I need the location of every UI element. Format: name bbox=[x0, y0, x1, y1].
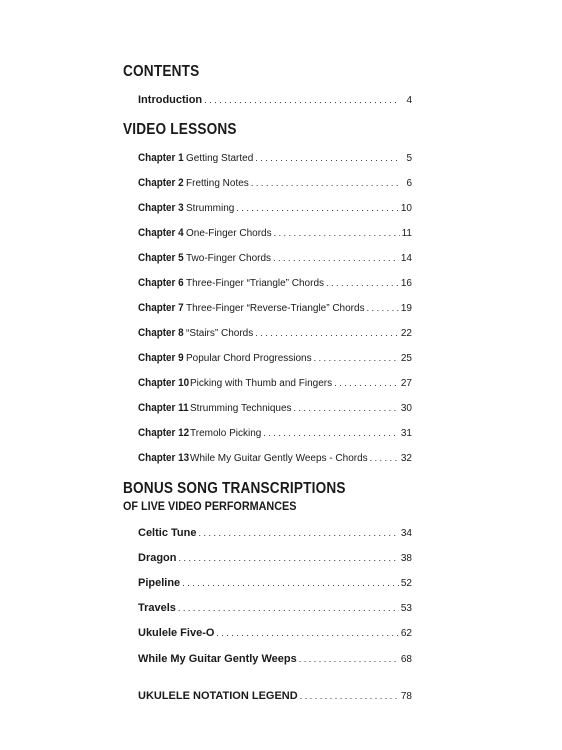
dot-leader bbox=[334, 376, 399, 390]
entry-title: Strumming bbox=[186, 203, 235, 214]
dot-leader bbox=[216, 626, 398, 640]
toc-entry-introduction[interactable] bbox=[138, 93, 412, 107]
contents-heading: CONTENTS bbox=[123, 63, 200, 80]
entry-title: “Stairs” Chords bbox=[186, 328, 254, 339]
page-number: 25 bbox=[400, 353, 412, 364]
entry-title: Getting Started bbox=[186, 153, 254, 164]
entry-title: Fretting Notes bbox=[186, 178, 249, 189]
dot-leader bbox=[367, 301, 399, 315]
page-number: 22 bbox=[400, 328, 412, 339]
toc-entry-chapter-4[interactable] bbox=[138, 226, 412, 240]
entry-title: Tremolo Picking bbox=[190, 428, 262, 439]
toc-entry-chapter-10[interactable] bbox=[138, 376, 412, 390]
entry-title: Popular Chord Progressions bbox=[186, 353, 312, 364]
chapter-label: Chapter 1 bbox=[138, 152, 184, 164]
page-number: 4 bbox=[406, 95, 412, 106]
dot-leader bbox=[182, 576, 399, 590]
toc-entry-chapter-3[interactable] bbox=[138, 201, 412, 215]
entry-title: Celtic Tune bbox=[138, 527, 197, 539]
toc-entry-song[interactable] bbox=[138, 576, 412, 590]
dot-leader bbox=[255, 151, 400, 165]
entry-title: One-Finger Chords bbox=[186, 228, 272, 239]
page-number: 5 bbox=[406, 153, 412, 164]
toc-entry-chapter-12[interactable] bbox=[138, 426, 412, 440]
page-number: 32 bbox=[400, 453, 412, 464]
bonus-heading: BONUS SONG TRANSCRIPTIONS bbox=[123, 480, 346, 497]
chapter-label: Chapter 5 bbox=[138, 252, 184, 264]
toc-entry-song[interactable] bbox=[138, 626, 412, 640]
toc-entry-chapter-9[interactable] bbox=[138, 351, 412, 365]
video-lessons-heading: VIDEO LESSONS bbox=[123, 121, 237, 138]
page-number: 78 bbox=[400, 691, 412, 702]
toc-entry-chapter-2[interactable] bbox=[138, 176, 412, 190]
entry-title: Two-Finger Chords bbox=[186, 253, 272, 264]
bonus-subheading: OF LIVE VIDEO PERFORMANCES bbox=[123, 499, 297, 513]
dot-leader bbox=[273, 251, 399, 265]
chapter-label: Chapter 2 bbox=[138, 177, 184, 189]
entry-title: Picking with Thumb and Fingers bbox=[190, 378, 333, 389]
chapter-label: Chapter 4 bbox=[138, 227, 184, 239]
dot-leader bbox=[370, 451, 399, 465]
toc-entry-chapter-5[interactable] bbox=[138, 251, 412, 265]
toc-entry-song[interactable] bbox=[138, 526, 412, 540]
toc-entry-chapter-13[interactable] bbox=[138, 451, 412, 465]
page-number: 19 bbox=[400, 303, 412, 314]
page-number: 68 bbox=[400, 654, 412, 665]
toc-entry-chapter-8[interactable] bbox=[138, 326, 412, 340]
page-number: 11 bbox=[401, 228, 412, 239]
page-number: 10 bbox=[400, 203, 412, 214]
toc-entry-chapter-11[interactable] bbox=[138, 401, 412, 415]
dot-leader bbox=[236, 201, 399, 215]
dot-leader bbox=[251, 176, 400, 190]
dot-leader bbox=[198, 526, 398, 540]
page-number: 62 bbox=[400, 628, 412, 639]
dot-leader bbox=[300, 689, 399, 703]
page-number: 53 bbox=[400, 603, 412, 614]
toc-entry-chapter-7[interactable] bbox=[138, 301, 412, 315]
page-number: 38 bbox=[400, 553, 412, 564]
entry-title: Pipeline bbox=[138, 577, 181, 589]
chapter-label: Chapter 10 bbox=[138, 377, 190, 389]
chapter-label: Chapter 3 bbox=[138, 202, 184, 214]
chapter-label: Chapter 12 bbox=[138, 427, 190, 439]
entry-title: Introduction bbox=[138, 94, 203, 106]
page-number: 34 bbox=[400, 528, 412, 539]
page-number: 27 bbox=[400, 378, 412, 389]
dot-leader bbox=[204, 93, 400, 107]
page-number: 52 bbox=[400, 578, 412, 589]
page-number: 6 bbox=[406, 178, 412, 189]
dot-leader bbox=[274, 226, 400, 240]
chapter-label: Chapter 13 bbox=[138, 452, 190, 464]
toc-entry-song[interactable] bbox=[138, 652, 412, 666]
entry-title: UKULELE NOTATION LEGEND bbox=[138, 690, 298, 702]
dot-leader bbox=[179, 551, 399, 565]
entry-title: While My Guitar Gently Weeps - Chords bbox=[190, 453, 368, 464]
entry-title: Travels bbox=[138, 602, 176, 614]
dot-leader bbox=[299, 652, 399, 666]
toc-entry-legend[interactable] bbox=[138, 689, 412, 703]
chapter-label: Chapter 9 bbox=[138, 352, 184, 364]
chapter-label: Chapter 8 bbox=[138, 327, 184, 339]
dot-leader bbox=[178, 601, 399, 615]
dot-leader bbox=[263, 426, 399, 440]
toc-entry-song[interactable] bbox=[138, 601, 412, 615]
toc-entry-chapter-1[interactable] bbox=[138, 151, 412, 165]
chapter-label: Chapter 7 bbox=[138, 302, 184, 314]
page-number: 30 bbox=[400, 403, 412, 414]
entry-title: Strumming Techniques bbox=[190, 403, 292, 414]
entry-title: Dragon bbox=[138, 552, 177, 564]
page-number: 14 bbox=[400, 253, 412, 264]
dot-leader bbox=[314, 351, 399, 365]
dot-leader bbox=[255, 326, 399, 340]
entry-title: Ukulele Five-O bbox=[138, 627, 215, 639]
entry-title: Three-Finger “Reverse-Triangle” Chords bbox=[186, 303, 365, 314]
chapter-label: Chapter 6 bbox=[138, 277, 184, 289]
dot-leader bbox=[326, 276, 399, 290]
toc-entry-chapter-6[interactable] bbox=[138, 276, 412, 290]
entry-title: While My Guitar Gently Weeps bbox=[138, 653, 297, 665]
chapter-label: Chapter 11 bbox=[138, 402, 189, 414]
page-number: 16 bbox=[400, 278, 412, 289]
entry-title: Three-Finger “Triangle” Chords bbox=[186, 278, 325, 289]
toc-entry-song[interactable] bbox=[138, 551, 412, 565]
dot-leader bbox=[294, 401, 399, 415]
page-number: 31 bbox=[400, 428, 412, 439]
